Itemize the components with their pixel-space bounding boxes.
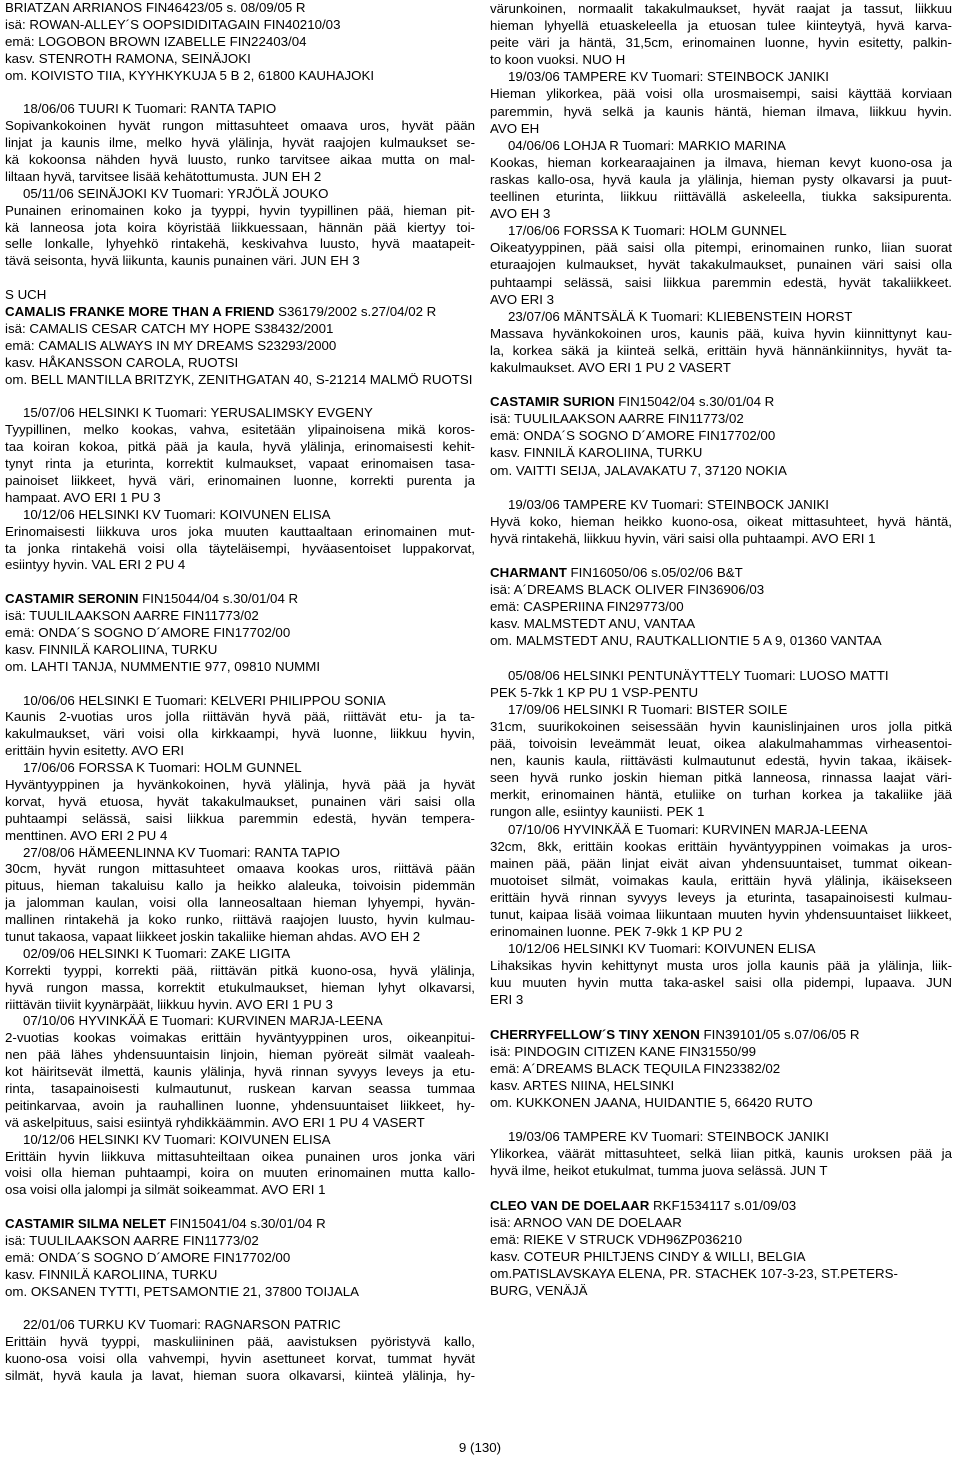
- text-line: 10/12/06 HELSINKI KV Tuomari: KOIVUNEN ELISA: [508, 941, 816, 957]
- text-line: 10/06/06 HELSINKI E Tuomari: KELVERI PHILIPPOU SONIA: [23, 692, 386, 708]
- registration-info: S36179/2002 s.27/04/02 R: [274, 304, 437, 320]
- text-line: 30cm, hyvät rungon mittasuhteet omaava kookas uros, riittävä pään: [5, 861, 475, 877]
- text-line: paremmin, hyvä selkä ja kaunis häntä, hieman ilmava, liikkuu hyvin.: [490, 103, 952, 119]
- dog-name: CASTAMIR SERONIN: [5, 591, 139, 607]
- text-line: kä lanneosa jota koira köyristää liikkuessaan, hännän pää kiertyy toi-: [5, 219, 475, 235]
- page-number: 9 (130): [458, 1440, 502, 1455]
- text-line: isä: PINDOGIN CITIZEN KANE FIN31550/99: [490, 1043, 757, 1059]
- text-line: isä: TUULILAAKSON AARRE FIN11773/02: [5, 608, 259, 624]
- text-line: selle lonkalle, lyhyehkö rintakehä, keskivahva luusto, hyvä maatapeit-: [5, 236, 475, 252]
- text-line: emä: RIEKE V STRUCK VDH96ZP036210: [490, 1231, 743, 1247]
- text-line: liltaan hyvä, tarvitsee lisää kehätottumusta. JUN EH 2: [5, 168, 322, 184]
- text-line: Massava hyvänkokoinen uros, kaunis pää, kuiva hyvin kiinnittynyt kau-: [490, 325, 952, 341]
- text-line: linjat ja kaunis ilme, melko hyvä ylälinja, hyvät raajojen kulmaukset se-: [5, 135, 475, 151]
- left-column: [5, 0, 475, 1385]
- text-line: 27/08/06 HÄMEENLINNA KV Tuomari: RANTA TAPIO: [23, 844, 341, 860]
- text-line: painoiset liikkeet, hyvä väri, erinomainen luonne, korrekti purenta ja: [5, 472, 475, 488]
- text-line: 17/09/06 HELSINKI R Tuomari: BISTER SOILE: [508, 701, 788, 717]
- blank-line: [5, 574, 475, 591]
- text-line: nen, kaunis kaula, riittävästi kulmautunut edestä, hyvin takaa, ikäisek-: [490, 753, 952, 769]
- text-line: kasv. COTEUR PHILTJENS CINDY & WILLI, BELGIA: [490, 1248, 806, 1264]
- text-line: 2-vuotias kookas voimakas erittäin hyväntyyppinen uros, oikeanpitui-: [5, 1030, 475, 1046]
- text-line: kasv. FINNILÄ KAROLIINA, TURKU: [5, 641, 218, 657]
- dog-name: CHARMANT: [490, 565, 567, 581]
- text-line: 19/03/06 TAMPERE KV Tuomari: STEINBOCK JANIKI: [508, 69, 829, 85]
- text-line: kasv. HÅKANSSON CAROLA, RUOTSI: [5, 354, 239, 370]
- text-line: hampaat. AVO ERI 1 PU 3: [5, 489, 161, 505]
- entry-heading: [5, 304, 475, 321]
- entry-heading: [490, 393, 952, 410]
- text-line: Kaunis 2-vuotias uros jolla riittävän hyvä pää, riittävät etu- ja ta-: [5, 709, 475, 725]
- text-line: isä: TUULILAAKSON AARRE FIN11773/02: [5, 1233, 259, 1249]
- dog-name: CAMALIS FRANKE MORE THAN A FRIEND: [5, 304, 275, 320]
- text-line: seen hyvä runko joskin hieman pitkä lanneosa, rinnassa laajat väri-: [490, 770, 952, 786]
- text-line: kasv. FINNILÄ KAROLIINA, TURKU: [490, 445, 703, 461]
- text-line: Sopivankokoinen hyvät rungon mittasuhteet omaava uros, hyvät pään: [5, 118, 475, 134]
- text-line: emä: CASPERIINA FIN29773/00: [490, 599, 684, 615]
- text-line: Ylikorkea, väärät mittasuhteet, selkä liian pitkä, kaunis uroksen pää ja: [490, 1146, 952, 1162]
- text-line: 05/08/06 HELSINKI PENTUNÄYTTELY Tuomari: LUOSO MATTI: [508, 667, 889, 683]
- text-line: Kookas, hieman korkearaajainen ja ilmava, hieman kevyt kuono-osa ja: [490, 154, 952, 170]
- text-line: kuu muuten hyvin mutta taka-askel saisi olla pidempi, lupaava. JUN: [490, 975, 952, 991]
- text-line: isä: ROWAN-ALLEY´S OOPSIDIDITAGAIN FIN40210/03: [5, 16, 341, 32]
- text-line: hyvä rintakehä, liikkuu hyvin, väri saisi olla puhtaampi. AVO ERI 1: [490, 530, 876, 546]
- registration-info: FIN16050/06 s.05/02/06 B&T: [566, 565, 743, 581]
- blank-line: [490, 1111, 952, 1128]
- dog-name: CASTAMIR SURION: [490, 394, 615, 410]
- entry-heading: [5, 591, 475, 608]
- registration-info: RKF1534117 s.01/09/03: [649, 1197, 797, 1213]
- blank-line: [5, 676, 475, 693]
- dog-name: CHERRYFELLOW´S TINY XENON: [490, 1026, 700, 1042]
- text-line: peite väri ja häntä, 31,5cm, erinomainen luonne, hyvin esitetty, palkin-: [490, 35, 952, 51]
- text-line: riittävän tiiviit kyynärpäät, liikkuu hyvin. AVO ERI 1 PU 3: [5, 996, 333, 1012]
- text-line: BURG, VENÄJÄ: [490, 1283, 588, 1299]
- text-line: om. KUKKONEN JAANA, HUIDANTIE 5, 66420 RUTO: [490, 1095, 813, 1110]
- text-line: kasv. MALMSTEDT ANU, VANTAA: [490, 616, 696, 632]
- text-line: hyvä ilme, heikot etukulmat, tumma juova selässä. JUN T: [490, 1163, 828, 1179]
- text-line: kasv. FINNILÄ KAROLIINA, TURKU: [5, 1266, 218, 1282]
- text-line: teellinen eturinta, liikkuu riittävällä askeleella, tiukka saksipurenta.: [490, 189, 952, 205]
- text-line: kuono-osa voisi olla vahvempi, hyvin asettuneet korvat, tummat hyvät: [5, 1351, 475, 1367]
- text-line: hieman lyhyellä etuaskeleella ja etuosan tulee kiinteytyä, hyvä karva-: [490, 18, 952, 34]
- blank-line: [490, 376, 952, 393]
- text-line: eturaajojen kulmaukset, hyvät takakulmaukset, punainen väri saisi olla: [490, 257, 952, 273]
- dog-name: CLEO VAN DE DOELAAR: [490, 1197, 650, 1213]
- text-line: menttinen. AVO ERI 2 PU 4: [5, 827, 168, 843]
- text-line: 07/10/06 HYVINKÄÄ E Tuomari: KURVINEN MARJA-LEENA: [23, 1013, 383, 1029]
- text-line: taa koiran kokoa, pitkä pää ja kaula, hyvä ylälinja, erinomaisesti kehit-: [5, 439, 475, 455]
- text-line: emä: ONDA´S SOGNO D´AMORE FIN17702/00: [490, 428, 776, 444]
- blank-line: [490, 650, 952, 667]
- text-line: Hieman ylikorkea, pää voisi olla urosmaisempi, saisi käyttää korviaan: [490, 86, 952, 102]
- text-line: BRIATZAN ARRIANOS FIN46423/05 s. 08/09/05 R: [5, 0, 306, 15]
- text-line: Punainen erinomainen koko ja tyyppi, hyvin tyypillinen pää, hieman pit-: [5, 202, 475, 218]
- text-line: nen pää lähes yhdensuuntaisin linjoin, hieman pyöreät silmät vaaleah-: [5, 1047, 475, 1063]
- text-line: Tyypillinen, melko kookas, vahva, esitetään ylipainoisena mikä koros-: [5, 422, 475, 438]
- text-line: S UCH: [5, 287, 47, 303]
- text-line: Erittäin hyvin liikkuva mittasuhteiltaan oikea punainen uros jonka väri: [5, 1148, 475, 1164]
- text-line: silmät, hyvä kaula ja lavat, hieman suora olkavarsi, kiinteä ylälinja, hy-: [5, 1368, 475, 1384]
- text-line: mallinen rintakehä ja koko runko, riittävä raajojen luusto, hyvin kulmau-: [5, 912, 475, 928]
- text-line: osa voisi olla jalompi ja silmät soikeammat. AVO ERI 1: [5, 1182, 326, 1198]
- registration-info: FIN15044/04 s.30/01/04 R: [138, 591, 299, 607]
- blank-line: [490, 479, 952, 496]
- text-line: om. KOIVISTO TIIA, KYYHKYKUJA 5 B 2, 61800 KAUHAJOKI: [5, 67, 375, 83]
- entry-heading: [490, 1026, 952, 1043]
- text-line: 31cm, suurikokoinen seisessään hyvin kaunislinjainen uros jolla pitkä: [490, 718, 952, 734]
- blank-line: [5, 1199, 475, 1216]
- text-line: ja jalomman kaulan, voisi olla lanneosaltaan hieman lyhyempi, hyvän-: [5, 895, 475, 911]
- text-line: om. BELL MANTILLA BRITZYK, ZENITHGATAN 40, S-21214 MALMÖ RUOTSI: [5, 371, 473, 387]
- text-line: kot häiritsevät ilmettä, kaunis ylälinja, hyvä rinnan syvyys leveys ja etu-: [5, 1064, 475, 1080]
- text-line: kakulmaukset. AVO ERI 1 PU 2 VASERT: [490, 359, 731, 375]
- text-line: mainen pää, pään linjat eivät aivan yhdensuuntaiset, tummat oikean-: [490, 855, 952, 871]
- text-line: Oikeatyyppinen, pää saisi olla pitempi, erinomainen runko, liian suorat: [490, 240, 952, 256]
- text-line: tävä seisonta, hyvä liikunta, kaunis punainen väri. JUN EH 3: [5, 253, 360, 269]
- text-line: hyvä rungon massa, korrektit etukulmaukset, hieman lyhyt olkavarsi,: [5, 979, 475, 995]
- text-line: Erinomaisesti liikkuva uros joka muuten kauttaaltaan erinomainen mut-: [5, 523, 475, 539]
- blank-line: [5, 388, 475, 405]
- text-line: la, korkea säkä ja kiinteä selkä, erittäin hyvä hännänkiinnitys, hyvät ta-: [490, 342, 952, 358]
- text-line: puhtaampi selässä, saisi liikkua paremmin edestä, hyvän tempera-: [5, 810, 475, 826]
- text-line: emä: A´DREAMS BLACK TEQUILA FIN23382/02: [490, 1060, 781, 1076]
- text-line: vä askelpituus, saisi esiintyä ryhdikkäämmin. AVO ERI 1 PU 4 VASERT: [5, 1114, 425, 1130]
- blank-line: [490, 1179, 952, 1196]
- text-line: 07/10/06 HYVINKÄÄ E Tuomari: KURVINEN MARJA-LEENA: [508, 821, 868, 837]
- entry-heading: [490, 1197, 952, 1214]
- text-line: AVO ERI 3: [490, 291, 555, 307]
- text-line: peitinkarvaa, avoin ja rauhallinen luonne, yhdensuuntaiset liikkeet, hy-: [5, 1097, 475, 1113]
- text-line: isä: ARNOO VAN DE DOELAAR: [490, 1214, 682, 1230]
- text-line: emä: CAMALIS ALWAYS IN MY DREAMS S23293/2000: [5, 337, 337, 353]
- text-line: rungon alle, esiintyy kauniisti. PEK 1: [490, 804, 705, 820]
- blank-line: [490, 1009, 952, 1026]
- text-line: 17/06/06 FORSSA K Tuomari: HOLM GUNNEL: [23, 760, 302, 776]
- text-line: pituus, hieman takaluisu kallo ja heikko alaleuka, toivoisin pidemmän: [5, 878, 475, 894]
- text-line: pää, toivoisin leveämmät leuat, oikea alakulmahammas virheasentoi-: [490, 736, 952, 752]
- text-line: 18/06/06 TUURI K Tuomari: RANTA TAPIO: [23, 101, 277, 117]
- text-line: 10/12/06 HELSINKI KV Tuomari: KOIVUNEN ELISA: [23, 506, 331, 522]
- text-line: kakulmaukset, väri voisi olla kirkkaampi, hyvä luonne, liikkuu hyvin,: [5, 726, 475, 742]
- registration-info: FIN15041/04 s.30/01/04 R: [166, 1216, 326, 1232]
- text-line: Hyväntyyppinen ja hyvänkokoinen, hyvä ylälinja, hyvä pää ja hyvät: [5, 776, 475, 792]
- blank-line: [5, 1301, 475, 1318]
- text-line: 17/06/06 FORSSA K Tuomari: HOLM GUNNEL: [508, 223, 787, 239]
- text-line: om. LAHTI TANJA, NUMMENTIE 977, 09810 NUMMI: [5, 658, 321, 674]
- text-line: isä: A´DREAMS BLACK OLIVER FIN36906/03: [490, 582, 765, 598]
- text-line: AVO EH: [490, 120, 540, 136]
- text-line: esiintyy hyvin. VAL ERI 2 PU 4: [5, 557, 186, 573]
- text-line: muotoiset silmät, voimakas kaula, erittäin hyvä ylälinja, ikäisekseen: [490, 872, 952, 888]
- text-line: to koon vuoksi. NUO H: [490, 52, 626, 68]
- text-line: erittäin hyvä rinnan syvyys leveys ja eturinta, tasapainoisesti kulmau-: [490, 889, 952, 905]
- text-line: om.PATISLAVSKAYA ELENA, PR. STACHEK 107-3-23, ST.PETERS-: [490, 1265, 898, 1281]
- text-line: 22/01/06 TURKU KV Tuomari: RAGNARSON PATRIC: [23, 1317, 341, 1333]
- text-line: 19/03/06 TAMPERE KV Tuomari: STEINBOCK JANIKI: [508, 1129, 829, 1145]
- entry-heading: [490, 564, 952, 581]
- text-line: 19/03/06 TAMPERE KV Tuomari: STEINBOCK JANIKI: [508, 496, 829, 512]
- right-column: [490, 0, 952, 1299]
- text-line: emä: LOGOBON BROWN IZABELLE FIN22403/04: [5, 33, 307, 49]
- text-line: AVO EH 3: [490, 206, 551, 222]
- entry-heading: [5, 1216, 475, 1233]
- text-line: isä: TUULILAAKSON AARRE FIN11773/02: [490, 411, 744, 427]
- text-line: Hyvä koko, hieman heikko kuono-osa, oikeat mittasuhteet, hyvä häntä,: [490, 513, 952, 529]
- text-line: om. VAITTI SEIJA, JALAVAKATU 7, 37120 NOKIA: [490, 462, 787, 478]
- text-line: kasv. STENROTH RAMONA, SEINÄJOKI: [5, 50, 251, 66]
- text-line: 04/06/06 LOHJA R Tuomari: MARKIO MARINA: [508, 137, 786, 153]
- text-line: 32cm, 8kk, erittäin kookas erittäin hyväntyyppinen voimakas ja uros-: [490, 838, 952, 854]
- text-line: voisi olla hieman puhtaampi, koira on muuten erinomainen mutta kallo-: [5, 1165, 475, 1181]
- text-line: Korrekti tyyppi, korrekti pää, riittävän pitkä kuono-osa, hyvä ylälinja,: [5, 962, 475, 978]
- text-line: merkit, erinomainen häntä, etuliike on turhan korkea ja takaliike jää: [490, 787, 952, 803]
- text-line: 15/07/06 HELSINKI K Tuomari: YERUSALIMSKY EVGENY: [23, 405, 373, 421]
- blank-line: [5, 270, 475, 287]
- text-line: 05/11/06 SEINÄJOKI KV Tuomari: YRJÖLÄ JOUKO: [23, 185, 329, 201]
- text-line: om. MALMSTEDT ANU, RAUTKALLIONTIE 5 A 9, 01360 VANTAA: [490, 633, 882, 649]
- text-line: ERI 3: [490, 992, 524, 1008]
- text-line: 23/07/06 MÄNTSÄLÄ K Tuomari: KLIEBENSTEIN HORST: [508, 308, 853, 324]
- text-line: raskas kallo-osa, hyvä kaula ja ylälinja, hieman pysty olkavarsi ja puut-: [490, 171, 952, 187]
- text-line: kä kokoonsa nähden hyvä luusto, runko tarvitsee aikaa mutta on mal-: [5, 152, 475, 168]
- text-line: erittäin hyvin esitetty. AVO ERI: [5, 743, 185, 759]
- text-line: PEK 5-7kk 1 KP PU 1 VSP-PENTU: [490, 684, 699, 700]
- text-line: tunut takaosa, vapaat liikkeet joskin takaliike hieman ahdas. AVO EH 2: [5, 928, 421, 944]
- blank-line: [5, 84, 475, 101]
- text-line: puhtaampi selässä, saisi liikkua paremmin edestä, hyvät takaliikkeet.: [490, 274, 952, 290]
- registration-info: FIN39101/05 s.07/06/05 R: [699, 1026, 860, 1042]
- text-line: 02/09/06 HELSINKI K Tuomari: ZAKE LIGITA: [23, 945, 291, 961]
- dog-name: CASTAMIR SILMA NELET: [5, 1216, 167, 1232]
- text-line: korvat, hyvä etuosa, hyvät takakulmaukset, punainen väri saisi olla: [5, 793, 475, 809]
- text-line: tynyt rinta ja eturinta, korrektit kulmaukset, vapaat erinomaisen tasa-: [5, 456, 475, 472]
- text-line: rinta, tasapainoisesti kulmautunut, ruskean karvan seassa tummaa: [5, 1081, 475, 1096]
- text-line: 10/12/06 HELSINKI KV Tuomari: KOIVUNEN ELISA: [23, 1131, 331, 1147]
- text-line: Erittäin hyvä tyyppi, maskuliininen pää, aavistuksen pyöristyvä kallo,: [5, 1334, 475, 1350]
- text-line: kasv. ARTES NIINA, HELSINKI: [490, 1077, 675, 1093]
- text-line: tunut, kaipaa lisää voimaa liikuntaan muuten hyvin yhdensuuntaiset liikkeet,: [490, 906, 952, 922]
- text-line: emä: ONDA´S SOGNO D´AMORE FIN17702/00: [5, 1249, 291, 1265]
- text-line: Lihaksikas hyvin kehittynyt musta uros jolla kaunis pää ja ylälinja, liik-: [490, 958, 952, 974]
- registration-info: FIN15042/04 s.30/01/04 R: [614, 394, 775, 410]
- text-line: om. OKSANEN TYTTI, PETSAMONTIE 21, 37800 TOIJALA: [5, 1283, 359, 1299]
- blank-line: [490, 547, 952, 564]
- text-line: erinomainen luonne. PEK 7-9kk 1 KP PU 2: [490, 924, 743, 940]
- text-line: emä: ONDA´S SOGNO D´AMORE FIN17702/00: [5, 624, 291, 640]
- text-line: ta jonka rintakehä voisi olla täyteläisempi, hyväasentoiset luppakorvat,: [5, 540, 475, 556]
- text-line: värunkoinen, normaalit takakulmaukset, hyvät raajat ja tassut, liikkuu: [490, 1, 952, 16]
- text-line: isä: CAMALIS CESAR CATCH MY HOPE S38432/2001: [5, 320, 334, 336]
